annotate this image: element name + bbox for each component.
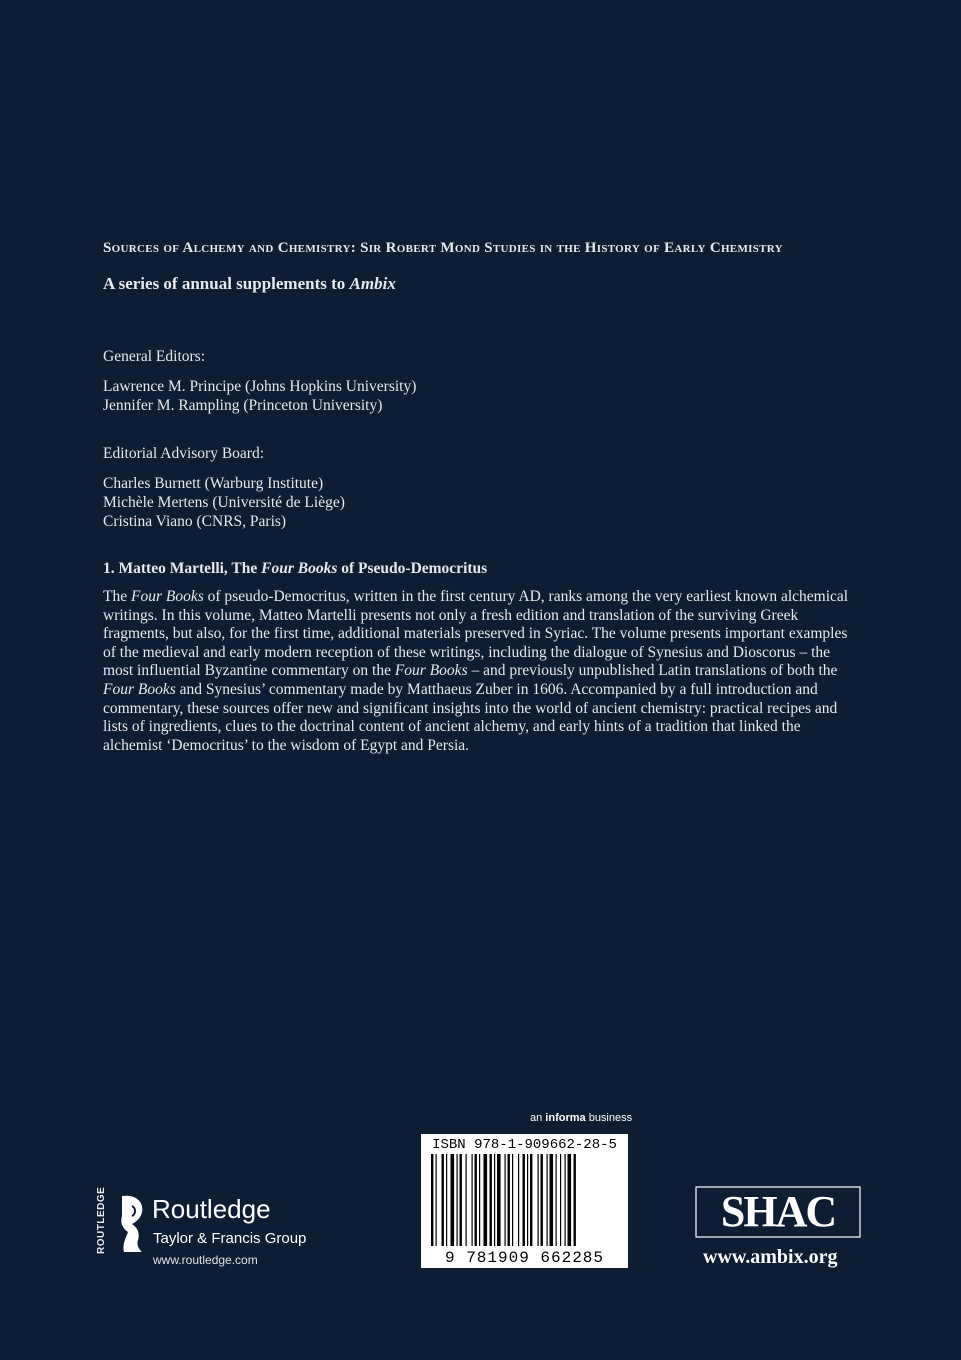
general-editors-heading: General Editors:	[103, 348, 206, 365]
barcode-bar	[494, 1154, 495, 1246]
barcode-bar	[472, 1154, 473, 1246]
barcode-bar	[442, 1154, 444, 1246]
routledge-group: Taylor & Francis Group	[153, 1230, 307, 1247]
volume-title	[103, 560, 487, 578]
blurb-italic: Four Books	[103, 680, 176, 698]
barcode-bar	[565, 1154, 566, 1246]
series-subtitle-text: A series of annual supplements to	[103, 274, 350, 293]
barcode-bar	[460, 1154, 462, 1246]
informa-prefix: an	[530, 1112, 546, 1124]
editor-name: Lawrence M. Principe (Johns Hopkins University)	[103, 378, 417, 395]
barcode-bar	[527, 1154, 528, 1246]
advisory-board	[103, 444, 345, 531]
general-editors	[103, 347, 416, 415]
barcode-bar	[568, 1154, 572, 1246]
series-subtitle	[103, 274, 396, 294]
ean-digits: 9 781909 662285	[444, 1249, 605, 1267]
barcode-bar	[508, 1154, 510, 1246]
barcode-bar	[547, 1154, 548, 1246]
journal-name: Ambix	[349, 274, 396, 293]
isbn-barcode	[421, 1134, 628, 1268]
barcode-bar	[538, 1154, 539, 1246]
blurb-italic: Four Books	[394, 662, 468, 680]
blurb-text: of pseudo-Democritus, written in the first century AD, ranks among the very earliest known alchemical writings. In this volume, Matteo Martelli presents not only a fresh edition and translation of the surviving Greek fragments, but also, for the first time, additional materials preserved in Syriac. The volume presents important examples of the medieval and early modern reception of these writings, including the dialogue of Synesius and Dioscorus – the most influential Byzantine commentary on the	[103, 588, 849, 680]
editor-name: Jennifer M. Rampling (Princeton University)	[103, 397, 383, 414]
description-paragraph	[103, 588, 863, 755]
isbn-text: ISBN 978-1-909662-28-5	[432, 1137, 617, 1153]
barcode-bar	[466, 1154, 467, 1246]
barcode-bar	[556, 1154, 557, 1246]
volume-title-italic: Four Books	[261, 560, 338, 577]
blurb-text: – and previously unpublished Latin translations of both the	[467, 662, 838, 680]
barcode-icon	[431, 1154, 618, 1246]
informa-tagline	[530, 1112, 632, 1124]
barcode-bar	[512, 1154, 513, 1246]
barcode-bar	[530, 1154, 532, 1246]
barcode-bar	[457, 1154, 458, 1246]
barcode-bar	[451, 1154, 455, 1246]
barcode-bar	[518, 1154, 519, 1246]
barcode-bar	[490, 1154, 492, 1246]
barcode-bar	[446, 1154, 447, 1246]
barcode-bar	[574, 1154, 576, 1246]
blurb-text: The	[103, 588, 131, 605]
routledge-name: Routledge	[152, 1194, 271, 1224]
ambix-url: www.ambix.org	[703, 1246, 838, 1268]
barcode-bar	[475, 1154, 477, 1246]
barcode-bar	[550, 1154, 554, 1246]
barcode-bar	[523, 1154, 525, 1246]
informa-brand: informa	[545, 1112, 586, 1124]
barcode-bar	[541, 1154, 543, 1246]
informa-suffix: business	[585, 1112, 633, 1124]
barcode-bar	[505, 1154, 506, 1246]
barcode-bar	[560, 1154, 561, 1246]
volume-title-prefix: 1. Matteo Martelli, The	[103, 560, 262, 577]
blurb-text: and Synesius’ commentary made by Matthaeus Zuber in 1606. Accompanied by a full introduction and commentary, these sources offer new and significant insights into the world of ancient chemistry: practical recipes and lists of ingredients, clues to the doctrinal content of ancient alchemy, and early hints of a tradition that linked the alchemist ‘Democritus’ to the wisdom of Egypt and Persia.	[103, 680, 838, 754]
barcode-bar	[479, 1154, 480, 1246]
barcode-bar	[484, 1154, 488, 1246]
shac-logo-text: SHAC	[720, 1187, 836, 1236]
barcode-bar	[436, 1154, 437, 1246]
barcode-bar	[431, 1154, 433, 1246]
board-member: Charles Burnett (Warburg Institute)	[103, 475, 324, 492]
series-title: Sources of Alchemy and Chemistry: Sir Robert Mond Studies in the History of Early Chemistry	[103, 240, 783, 256]
blurb-italic: Four Books	[130, 588, 204, 605]
barcode-bar	[497, 1154, 501, 1246]
board-member: Michèle Mertens (Université de Liège)	[103, 494, 345, 511]
advisory-board-heading: Editorial Advisory Board:	[103, 445, 265, 462]
board-member: Cristina Viano (CNRS, Paris)	[103, 513, 287, 530]
routledge-url: www.routledge.com	[153, 1253, 258, 1267]
volume-title-suffix: of Pseudo-Democritus	[337, 560, 488, 577]
routledge-side-text: ROUTLEDGE	[96, 1186, 107, 1254]
